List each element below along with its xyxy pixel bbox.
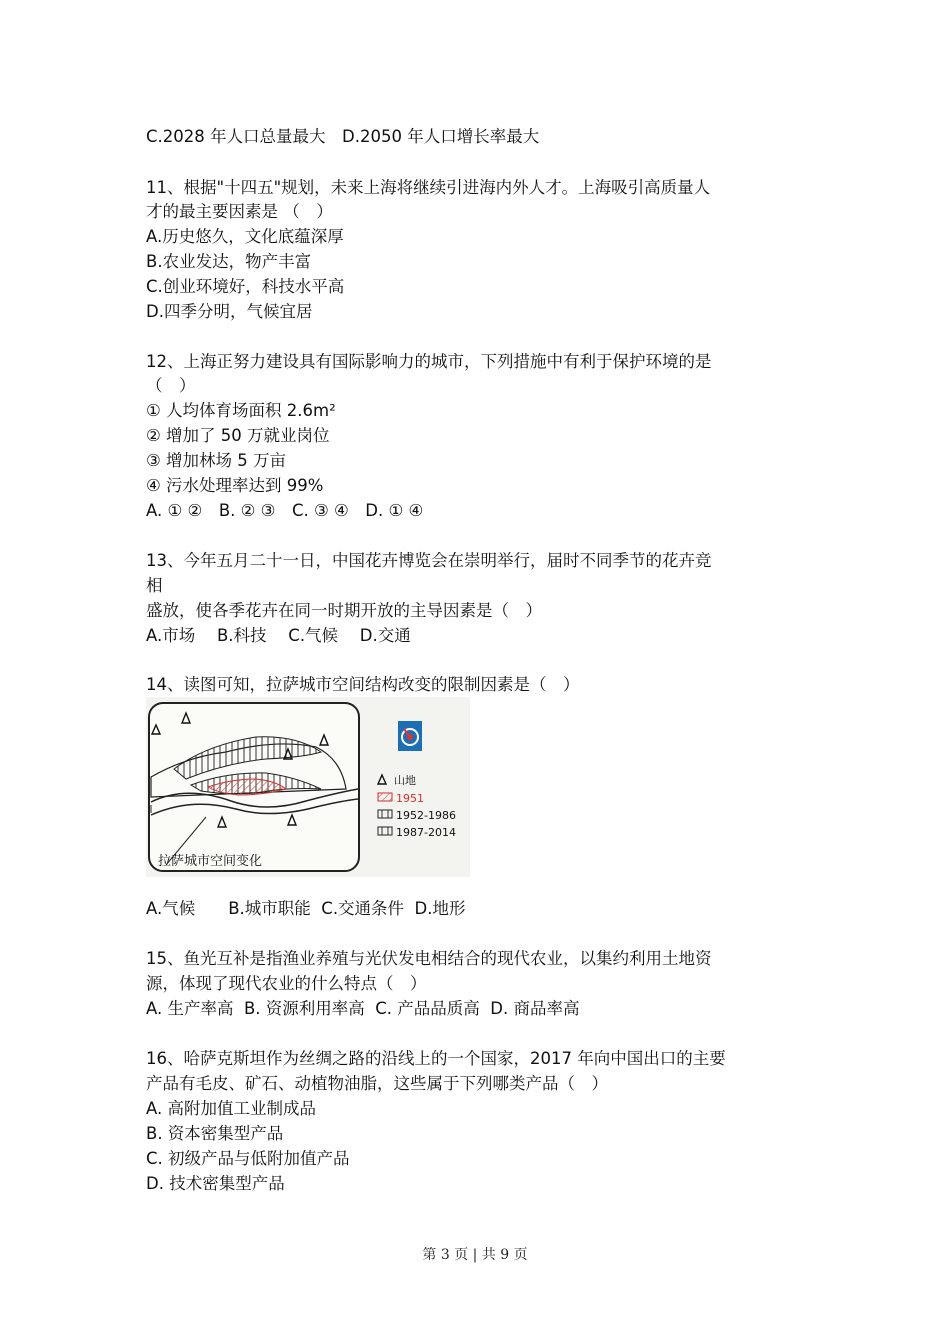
q13-stem-line3: 盛放，使各季花卉在同一时期开放的主导因素是（ ） xyxy=(146,601,542,620)
q12-options: A. ① ② B. ② ③ C. ③ ④ D. ① ④ xyxy=(146,501,424,520)
q13-stem-line2: 相 xyxy=(146,576,163,595)
page-footer: 第 3 页 | 共 9 页 xyxy=(422,1247,528,1263)
q16-option-b: B. 资本密集型产品 xyxy=(146,1124,284,1143)
q16-option-a: A. 高附加值工业制成品 xyxy=(146,1099,316,1118)
lhasa-map-figure xyxy=(146,697,470,877)
q15-options: A. 生产率高 B. 资源利用率高 C. 产品品质高 D. 商品率高 xyxy=(146,999,580,1018)
legend-swatch-1951 xyxy=(378,793,392,801)
q14-options: A.气候 B.城市职能 C.交通条件 D.地形 xyxy=(146,899,466,918)
q11-stem-line1: 11、根据"十四五"规划，未来上海将继续引进海内外人才。上海吸引高质量人 xyxy=(146,178,711,197)
q14-stem: 14、读图可知，拉萨城市空间结构改变的限制因素是（ ） xyxy=(146,675,580,694)
q15-stem-line1: 15、鱼光互补是指渔业养殖与光伏发电相结合的现代农业，以集约利用土地资 xyxy=(146,949,712,968)
q11-option-b: B.农业发达，物产丰富 xyxy=(146,252,312,271)
q11-option-c: C.创业环境好，科技水平高 xyxy=(146,277,345,296)
q12-item-1: ① 人均体育场面积 2.6m² xyxy=(146,401,336,420)
q11-option-a: A.历史悠久，文化底蕴深厚 xyxy=(146,227,344,246)
q16-option-d: D. 技术密集型产品 xyxy=(146,1174,285,1193)
legend-label-1987-2014: 1987-2014 xyxy=(396,826,456,839)
q13-stem-line1: 13、今年五月二十一日，中国花卉博览会在崇明举行，届时不同季节的花卉竞 xyxy=(146,551,712,570)
legend-label-1951: 1951 xyxy=(396,792,424,805)
q13-options: A.市场 B.科技 C.气候 D.交通 xyxy=(146,626,411,645)
compass-icon xyxy=(398,721,422,751)
q12-stem-line2: （ ） xyxy=(146,376,196,395)
q10-options-cd: C.2028 年人口总量最大 D.2050 年人口增长率最大 xyxy=(146,127,540,146)
q12-stem-line1: 12、上海正努力建设具有国际影响力的城市，下列措施中有利于保护环境的是 xyxy=(146,352,712,371)
legend-label-mountain: 山地 xyxy=(394,774,416,787)
q16-option-c: C. 初级产品与低附加值产品 xyxy=(146,1149,350,1168)
q16-stem-line1: 16、哈萨克斯坦作为丝绸之路的沿线上的一个国家，2017 年向中国出口的主要 xyxy=(146,1049,726,1068)
map-title: 拉萨城市空间变化 xyxy=(158,854,263,869)
q11-stem-line2: 才的最主要因素是 （ ） xyxy=(146,202,333,221)
q12-item-3: ③ 增加林场 5 万亩 xyxy=(146,451,287,470)
q12-item-2: ② 增加了 50 万就业岗位 xyxy=(146,426,330,445)
q11-option-d: D.四季分明，气候宜居 xyxy=(146,302,313,321)
legend-swatch-1952-1986 xyxy=(378,810,392,818)
q15-stem-line2: 源，体现了现代农业的什么特点（ ） xyxy=(146,974,427,993)
legend-label-1952-1986: 1952-1986 xyxy=(396,809,456,822)
q12-item-4: ④ 污水处理率达到 99% xyxy=(146,476,324,495)
q16-stem-line2: 产品有毛皮、矿石、动植物油脂，这些属于下列哪类产品（ ） xyxy=(146,1074,608,1093)
legend-swatch-1987-2014 xyxy=(378,827,392,835)
